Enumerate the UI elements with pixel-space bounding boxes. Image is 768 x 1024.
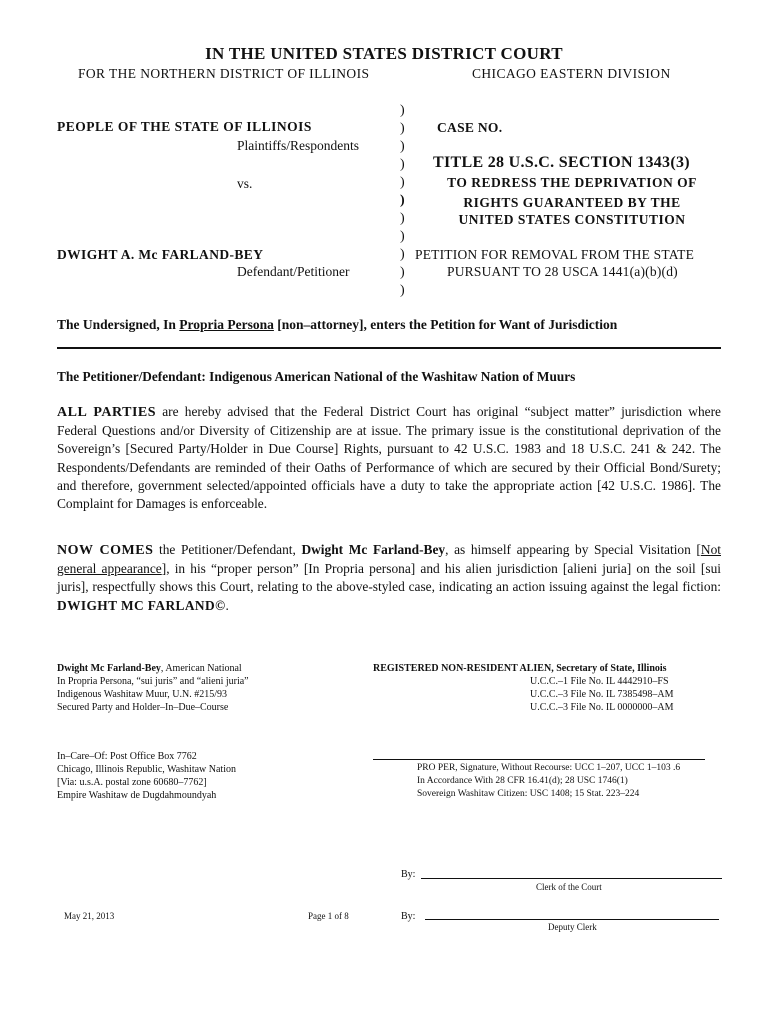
footer-page-number: Page 1 of 8 (308, 911, 349, 921)
address-line: Chicago, Illinois Republic, Washitaw Nation (57, 764, 236, 775)
divider-rule (57, 347, 721, 349)
sig-left-line: Indigenous Washitaw Muur, U.N. #215/93 (57, 689, 227, 700)
paren: ) (400, 193, 405, 208)
deputy-signature-line (425, 919, 719, 920)
petitioner-name: Dwight Mc Farland-Bey (301, 542, 446, 557)
address-block (57, 750, 236, 802)
paren: ) (400, 121, 405, 136)
court-title: IN THE UNITED STATES DISTRICT COURT (205, 44, 563, 63)
deputy-label: Deputy Clerk (548, 922, 597, 932)
sig-name: Dwight Mc Farland-Bey (57, 663, 161, 674)
versus-label: vs. (237, 176, 253, 191)
paren: ) (400, 157, 405, 172)
intro-text: [non–attorney], enters the Petition for Want of Jurisdiction (273, 317, 618, 332)
clerk-by-label: By: (401, 869, 416, 880)
signature-caption: Sovereign Washitaw Citizen: USC 1408; 15 Stat. 223–224 (417, 789, 640, 799)
ucc-filing-1: U.C.C.–1 File No. IL 4442910–FS (530, 676, 669, 687)
plaintiff-role: Plaintiffs/Respondents (237, 138, 360, 153)
propria-persona: Propria Persona (179, 317, 274, 332)
petitioner-line: The Petitioner/Defendant: Indigenous American National of the Washitaw Nation of Muurs (57, 369, 576, 384)
sig-left-line: In Propria Persona, “sui juris” and “alieni juria” (57, 676, 249, 687)
paren: ) (400, 139, 405, 154)
paren: ) (400, 283, 405, 298)
not-general-appearance: Not general appearance (57, 542, 721, 577)
division-line: CHICAGO EASTERN DIVISION (472, 66, 671, 81)
removal-line-2: PURSUANT TO 28 USCA 1441(a)(b)(d) (447, 264, 678, 279)
paren: ) (400, 229, 405, 244)
address-line: Empire Washitaw de Dugdahmoundyah (57, 790, 217, 801)
paragraph-text: the Petitioner/Defendant, (153, 542, 302, 557)
signature-caption: In Accordance With 28 CFR 16.41(d); 28 USC 1746(1) (417, 776, 628, 786)
paren: ) (400, 211, 405, 226)
paragraph-all-parties (57, 403, 721, 513)
clerk-label: Clerk of the Court (536, 882, 602, 892)
removal-line-1: PETITION FOR REMOVAL FROM THE STATE (415, 247, 695, 262)
redress-line-3: UNITED STATES CONSTITUTION (458, 212, 686, 227)
redress-line-2: RIGHTS GUARANTEED BY THE (463, 195, 681, 210)
paragraph-lead: NOW COMES (57, 543, 154, 558)
plaintiff-name: PEOPLE OF THE STATE OF ILLINOIS (57, 119, 312, 134)
address-line: In–Care–Of: Post Office Box 7762 (57, 751, 197, 762)
paren: ) (400, 175, 405, 190)
paragraph-text: , as himself appearing by Special Visitation [ (445, 542, 701, 557)
signature-block (417, 762, 680, 801)
intro-statement (57, 317, 617, 333)
registration-title: REGISTERED NON-RESIDENT ALIEN, Secretary of State, Illinois (373, 663, 667, 674)
redress-line-1: TO REDRESS THE DEPRIVATION OF (447, 175, 697, 190)
legal-fiction-name: DWIGHT MC FARLAND© (57, 597, 226, 613)
footer-date: May 21, 2013 (64, 911, 115, 921)
case-number-label: CASE NO. (437, 120, 503, 135)
signature-caption: PRO PER, Signature, Without Recourse: UCC 1–207, UCC 1–103 .6 (417, 763, 681, 773)
defendant-role: Defendant/Petitioner (237, 264, 350, 279)
defendant-name: DWIGHT A. Mc FARLAND-BEY (57, 247, 264, 262)
paragraph-now-comes (57, 541, 721, 615)
paren: ) (400, 247, 405, 262)
deputy-by-label: By: (401, 911, 416, 922)
paragraph-text: are hereby advised that the Federal District Court has original “subject matter” jurisdiction where Federal Questions and/or Diversity of Citizenship are at issue. The primary issue is the constitutional deprivation of the Sovereign’s [Secured Party/Holder in Due Course] Rights, pursuant to 42 U.S.C. 1983 and 18 U.S.C. 241 & 242. The Respondents/Defendants are reminded of their Oaths of Performance of which are secured by their Official Bond/Surety; and therefore, government selected/appointed officials have a duty to take the appropriate action [42 U.S.C. 1986]. The Complaint for Damages is enforceable. (57, 404, 721, 512)
sig-name-suffix: , American National (160, 663, 242, 674)
sig-left-line: Secured Party and Holder–In–Due–Course (57, 702, 229, 713)
clerk-signature-line (421, 878, 722, 879)
paragraph-text: ], in his “proper person” [In Propria persona] and his alien jurisdiction [alieni juria] on the soil [sui juris], respectfully shows this Court, relating to the above-styled case, indicating an action issuing against the legal fiction: (57, 561, 721, 595)
paragraph-lead: ALL PARTIES (57, 405, 157, 420)
address-line: [Via: u.s.A. postal zone 60680–7762] (57, 777, 207, 788)
statute-title: TITLE 28 U.S.C. SECTION 1343(3) (433, 154, 690, 171)
paren: ) (400, 103, 405, 118)
paren: ) (400, 265, 405, 280)
sig-left-block (57, 662, 249, 714)
paragraph-text: . (225, 597, 229, 613)
ucc-filing-2: U.C.C.–3 File No. IL 7385498–AM (530, 689, 674, 700)
ucc-filing-3: U.C.C.–3 File No. IL 0000000–AM (530, 702, 674, 713)
district-line: FOR THE NORTHERN DISTRICT OF ILLINOIS (78, 66, 370, 81)
signature-line (373, 759, 705, 760)
intro-text: The Undersigned, In (57, 317, 180, 332)
